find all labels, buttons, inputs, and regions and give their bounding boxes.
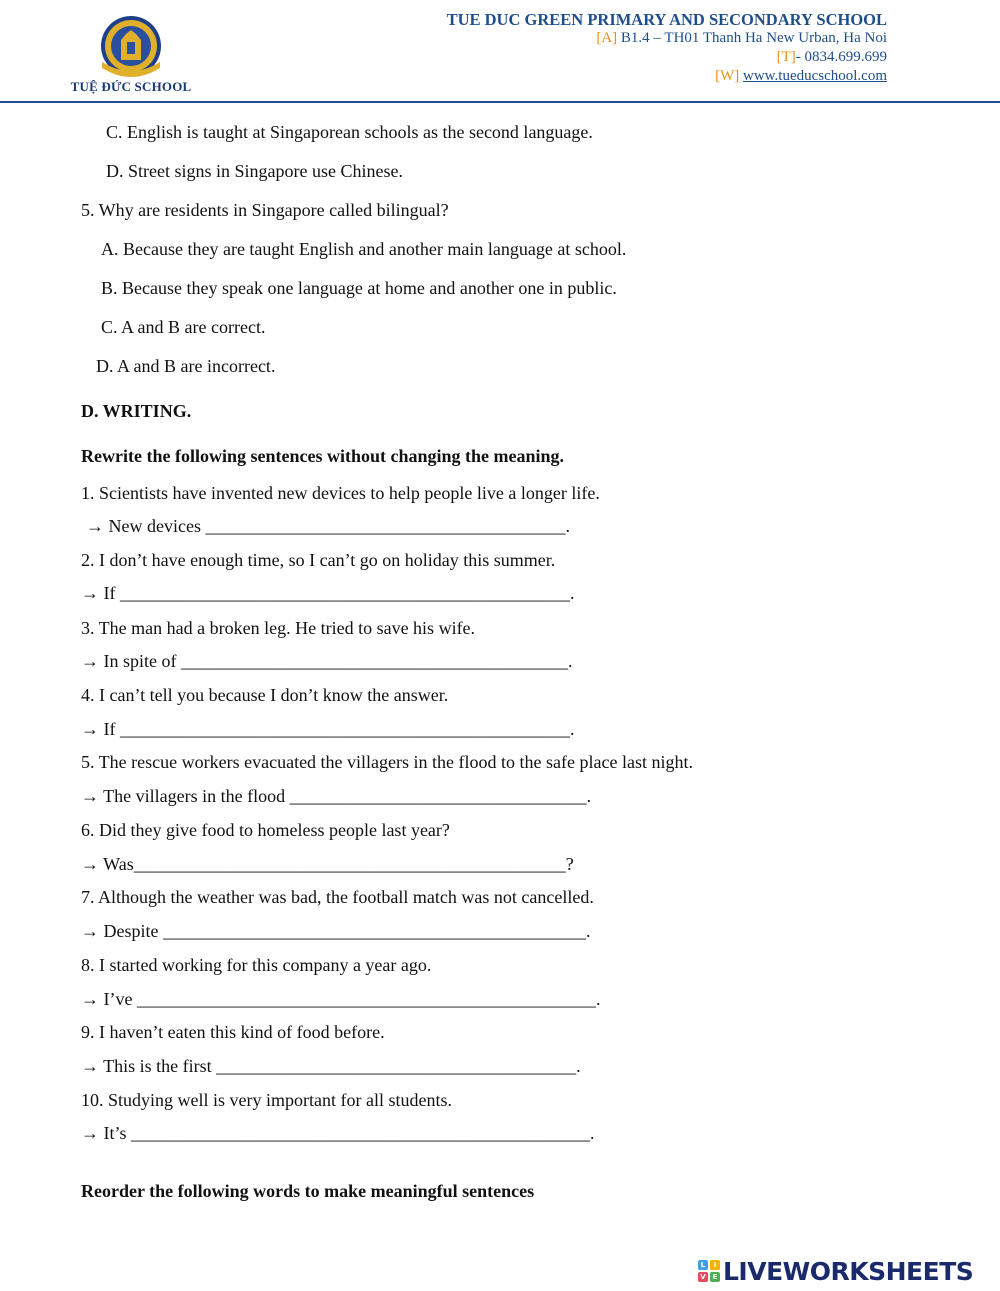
rewrite-instruction: Rewrite the following sentences without changing the meaning. xyxy=(81,446,564,466)
option-c-q5: C. A and B are correct. xyxy=(101,317,266,337)
reorder-instruction: Reorder the following words to make meaningful sentences xyxy=(81,1181,535,1201)
item-8-prompt: 8. I started working for this company a year ago. xyxy=(81,955,432,975)
item-10-answer[interactable]: → It’s ___________________________________________________. xyxy=(81,1123,595,1143)
school-address: [A] B1.4 – TH01 Thanh Ha New Urban, Ha Noi xyxy=(596,30,887,46)
phone-tag: [T] xyxy=(776,49,796,65)
option-d-q5: D. A and B are incorrect. xyxy=(96,356,276,376)
item-5-answer[interactable]: → The villagers in the flood _________________________________. xyxy=(81,786,592,806)
header-divider xyxy=(0,101,1000,103)
item-4-prompt: 4. I can’t tell you because I don’t know the answer. xyxy=(81,685,449,705)
item-4-answer[interactable]: → If __________________________________________________. xyxy=(81,719,575,739)
item-9-prompt: 9. I haven’t eaten this kind of food before. xyxy=(81,1022,385,1042)
block-e: E xyxy=(710,1272,720,1282)
block-l: L xyxy=(698,1260,708,1270)
item-6-answer[interactable]: → Was________________________________________________? xyxy=(81,854,574,874)
item-2-prompt: 2. I don’t have enough time, so I can’t go on holiday this summer. xyxy=(81,550,556,570)
section-title: D. WRITING. xyxy=(81,401,192,421)
page-header xyxy=(0,0,1000,104)
item-5-prompt: 5. The rescue workers evacuated the villagers in the flood to the safe place last night. xyxy=(81,752,693,772)
web-tag: [W] xyxy=(715,68,740,84)
item-1-answer[interactable]: → New devices ________________________________________. xyxy=(86,516,570,536)
item-6-prompt: 6. Did they give food to homeless people last year? xyxy=(81,820,450,840)
school-logo-text: TUỆ ĐỨC SCHOOL xyxy=(70,79,192,94)
item-3-prompt: 3. The man had a broken leg. He tried to save his wife. xyxy=(81,618,476,638)
school-info xyxy=(447,10,887,86)
item-7-answer[interactable]: → Despite _______________________________________________. xyxy=(81,921,591,941)
liveworksheets-logo xyxy=(698,1256,973,1286)
item-8-answer[interactable]: → I’ve ___________________________________________________. xyxy=(81,989,601,1009)
item-10-prompt: 10. Studying well is very important for all students. xyxy=(81,1090,452,1110)
liveworksheets-blocks-icon xyxy=(698,1260,720,1282)
liveworksheets-brand: LIVEWORKSHEETS xyxy=(723,1256,974,1286)
option-c-q4: C. English is taught at Singaporean schools as the second language. xyxy=(106,122,593,142)
item-9-answer[interactable]: → This is the first ________________________________________. xyxy=(81,1056,581,1076)
school-website xyxy=(447,67,887,86)
option-b-q5: B. Because they speak one language at home and another one in public. xyxy=(101,278,617,298)
question-5: 5. Why are residents in Singapore called bilingual? xyxy=(81,200,449,220)
item-2-answer[interactable]: → If __________________________________________________. xyxy=(81,583,575,603)
address-tag: [A] xyxy=(596,30,618,46)
website-link[interactable]: www.tueducschool.com xyxy=(743,68,887,84)
item-7-prompt: 7. Although the weather was bad, the football match was not cancelled. xyxy=(81,887,594,907)
item-3-answer[interactable]: → In spite of ___________________________________________. xyxy=(81,651,573,671)
option-a-q5: A. Because they are taught English and another main language at school. xyxy=(101,239,627,259)
block-v: V xyxy=(698,1272,708,1282)
school-phone: [T]- 0834.699.699 xyxy=(776,49,887,65)
option-d-q4: D. Street signs in Singapore use Chinese. xyxy=(106,161,403,181)
item-1-prompt: 1. Scientists have invented new devices to help people live a longer life. xyxy=(81,483,600,503)
school-name: TUE DUC GREEN PRIMARY AND SECONDARY SCHOOL xyxy=(446,10,887,29)
block-i: I xyxy=(710,1260,720,1270)
